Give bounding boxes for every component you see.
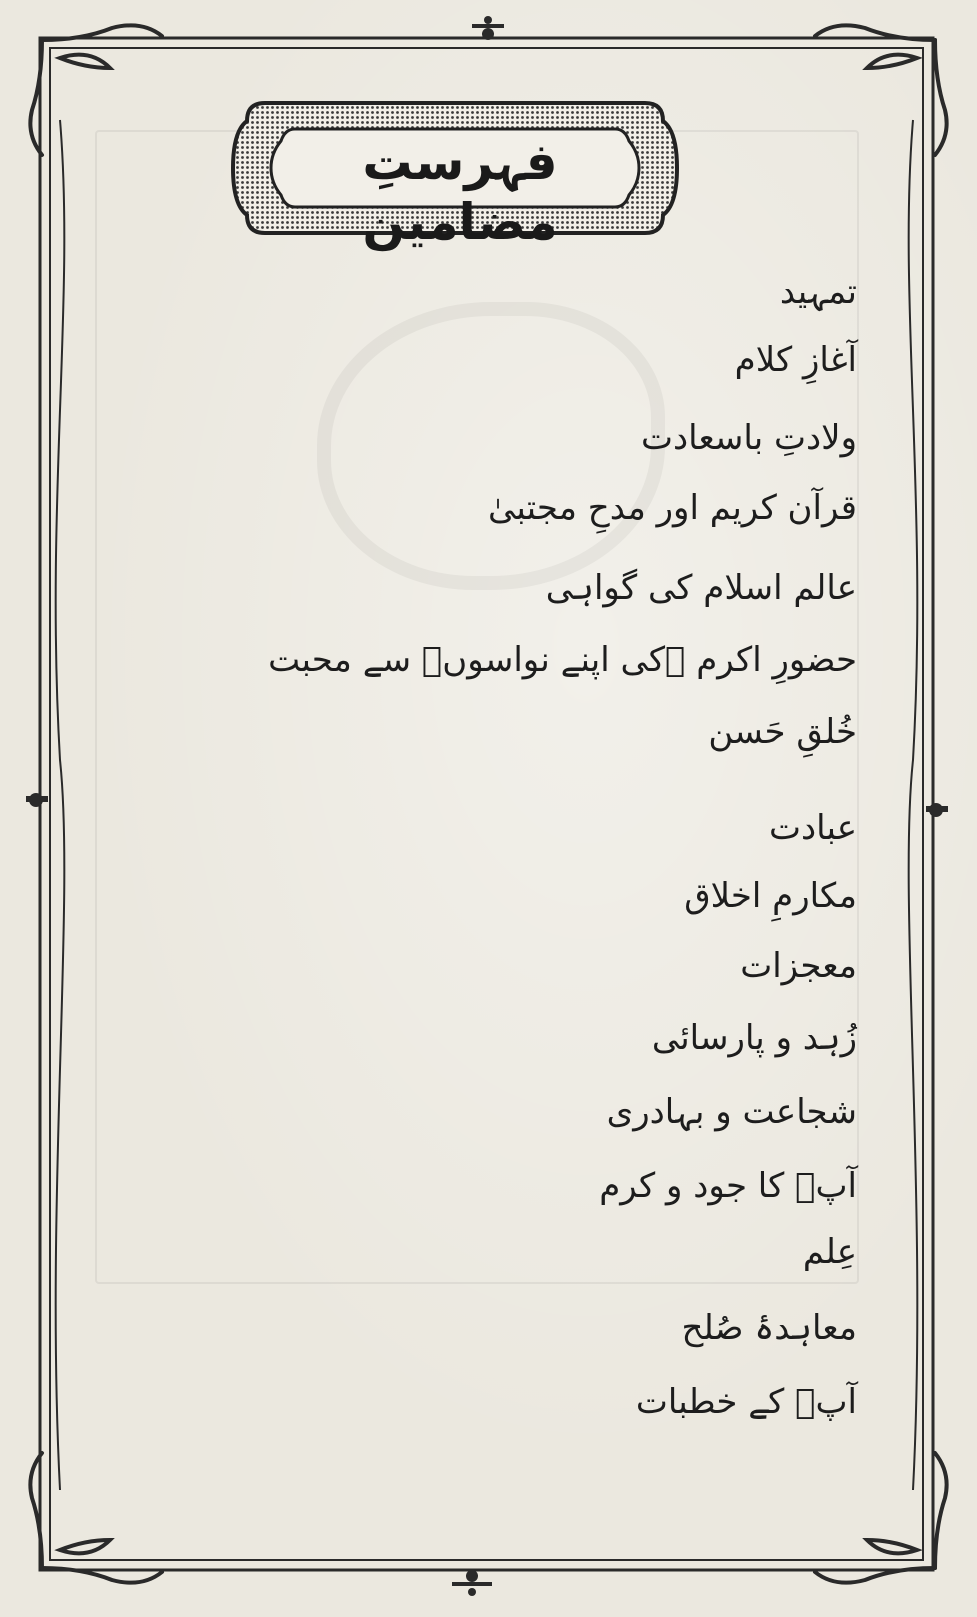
- list-item: ولادتِ باسعادت: [641, 418, 857, 458]
- list-item: تمہید: [779, 272, 857, 312]
- list-item: حضورِ اکرم ؐکی اپنے نواسوںؑ سے محبت: [268, 640, 857, 680]
- list-item: عبادت: [768, 808, 857, 848]
- list-item: معاہدۂ صُلح: [681, 1308, 857, 1348]
- list-item: آغازِ کلام: [734, 340, 857, 380]
- list-item: معجزات: [740, 946, 857, 986]
- list-item: شجاعت و بہادری: [606, 1092, 857, 1132]
- list-item: آپؑ کے خطبات: [635, 1382, 857, 1422]
- list-item: عِلم: [802, 1232, 857, 1272]
- page-title: فہرستِ مضامین: [362, 133, 558, 251]
- list-item: قرآن کریم اور مدحِ مجتبیٰ: [487, 488, 857, 528]
- list-item: خُلقِ حَسن: [708, 712, 857, 752]
- list-item: مکارمِ اخلاق: [684, 876, 857, 916]
- list-item: زُہد و پارسائی: [651, 1018, 857, 1058]
- list-item: عالم اسلام کی گواہی: [545, 568, 857, 608]
- list-item: آپؑ کا جود و کرم: [599, 1166, 857, 1206]
